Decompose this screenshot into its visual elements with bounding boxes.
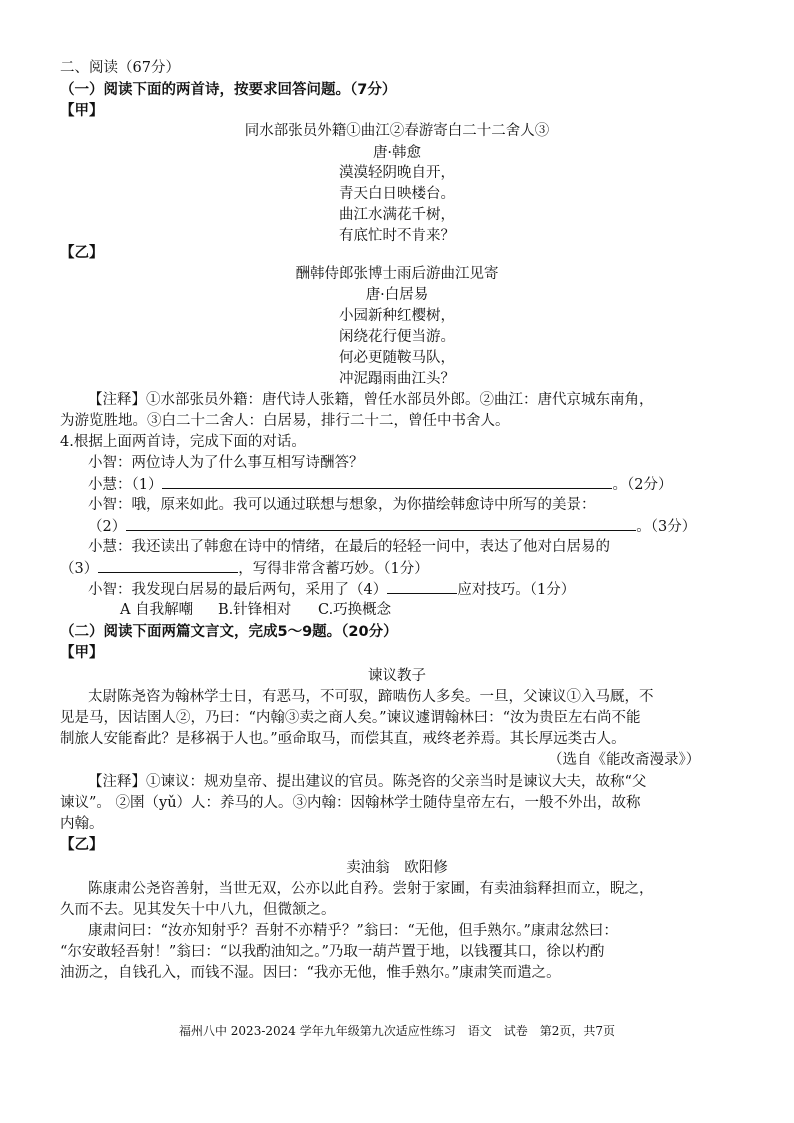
answer-1-blank[interactable] <box>162 474 612 489</box>
part1-yi-label: 【乙】 <box>60 245 104 261</box>
part2-jia-label: 【甲】 <box>60 645 104 661</box>
dialogue-answer-4 <box>88 579 575 600</box>
poem-notes-line: 【注释】①水部张员外籍：唐代诗人张籍，曾任水部员外郎。②曲江：唐代京城东南角， <box>88 392 654 408</box>
option-c: C.巧换概念 <box>318 602 392 618</box>
dialogue-line: 小智：两位诗人为了什么事互相写诗酬答？ <box>88 455 364 471</box>
answer-4-blank[interactable] <box>387 579 457 594</box>
poem2-author: 唐·白居易 <box>365 287 429 303</box>
answer-2-suffix: 。（3分） <box>636 519 697 535</box>
answer-3-suffix: ，写得非常含蓄巧妙。（1分） <box>238 561 429 577</box>
dialogue-line: 小智：哦，原来如此。我可以通过联想与想象，为你描绘韩愈诗中所写的美景： <box>88 497 596 513</box>
section-title: 二、阅读（67分） <box>60 60 180 76</box>
answer-4-prefix: 小智：我发现白居易的最后两句，采用了（4） <box>88 582 388 598</box>
part2-yi-label: 【乙】 <box>60 837 104 853</box>
option-b: B.针锋相对 <box>218 602 292 618</box>
poem1-title: 同水部张员外籍①曲江②春游寄白二十二舍人③ <box>244 123 550 139</box>
part1-heading: （一）阅读下面的两首诗，按要求回答问题。（7分） <box>60 82 397 98</box>
text1-notes-line: 内翰。 <box>60 816 104 832</box>
text2-line: 油沥之，自钱孔入，而钱不湿。因曰：“我亦无他，惟手熟尔。”康肃笑而遣之。 <box>60 965 561 981</box>
poem2-line: 闲绕花行便当游。 <box>339 329 455 345</box>
question-4-stem: 4.根据上面两首诗，完成下面的对话。 <box>60 434 306 450</box>
text1-line: 太尉陈尧咨为翰林学士日，有恶马，不可驭，蹄啮伤人多矣。一旦，父谏议①入马厩，不 <box>88 689 654 705</box>
text1-line: 见是马，因诘圉人②，乃曰：“内翰③卖之商人矣。”谏议遽谓翰林曰：“汝为贵臣左右尚不能 <box>60 710 641 726</box>
page-footer: 福州八中 2023-2024 学年九年级第九次适应性练习 语文 试卷 第2页，共7页 <box>178 1024 616 1038</box>
poem1-author: 唐·韩愈 <box>372 145 422 161</box>
answer-3-blank[interactable] <box>98 558 238 573</box>
poem1-line: 曲江水满花千树， <box>339 207 455 223</box>
poem2-line: 小园新种红樱树， <box>339 308 455 324</box>
answer-1-suffix: 。（2分） <box>612 477 673 493</box>
answer-3-prefix: （3） <box>60 561 99 577</box>
answer-2-prefix: （2） <box>88 519 127 535</box>
text2-line: “尔安敢轻吾射！”翁曰：“以我酌油知之。”乃取一葫芦置于地，以钱覆其口，徐以杓酌 <box>60 944 605 960</box>
text2-line: 陈康肃公尧咨善射，当世无双，公亦以此自矜。尝射于家圃，有卖油翁释担而立，睨之， <box>88 881 654 897</box>
poem-notes-line: 为游览胜地。③白二十二舍人：白居易，排行二十二，曾任中书舍人。 <box>60 413 510 429</box>
poem1-line: 漠漠轻阴晚自开， <box>339 165 455 181</box>
dialogue-answer-2 <box>88 516 696 537</box>
answer-1-prefix: 小慧：（1） <box>88 477 163 493</box>
text2-title: 卖油翁 欧阳修 <box>346 860 448 876</box>
answer-4-suffix: 应对技巧。（1分） <box>457 582 576 598</box>
text1-notes-line: 【注释】①谏议：规劝皇帝、提出建议的官员。陈尧咨的父亲当时是谏议大夫，故称“父 <box>88 774 647 790</box>
poem2-line: 冲泥蹋雨曲江头？ <box>339 371 455 387</box>
part1-jia-label: 【甲】 <box>60 103 104 119</box>
poem1-line: 有底忙时不肯来？ <box>339 228 455 244</box>
text1-notes-line: 谏议”。 ②圉（yǔ）人：养马的人。③内翰：因翰林学士随侍皇帝左右，一般不外出，故称 <box>60 795 641 811</box>
poem1-line: 青天白日映楼台。 <box>339 186 455 202</box>
text1-line: 制旅人安能畜此？是移祸于人也。”亟命取马，而偿其直，戒终老养焉。其长厚远类古人。 <box>60 731 626 747</box>
poem2-title: 酬韩侍郎张博士雨后游曲江见寄 <box>295 266 499 282</box>
text1-title: 谏议教子 <box>368 668 426 684</box>
text2-line: 康肃问曰：“汝亦知射乎？吾射不亦精乎？”翁曰：“无他，但手熟尔。”康肃忿然曰： <box>88 923 618 939</box>
answer-2-blank[interactable] <box>126 516 636 531</box>
dialogue-answer-1 <box>88 474 672 495</box>
dialogue-line: 小慧：我还读出了韩愈在诗中的情绪，在最后的轻轻一问中，表达了他对白居易的 <box>88 539 610 555</box>
poem2-line: 何必更随鞍马队， <box>339 350 455 366</box>
text2-line: 久而不去。见其发矢十中八九，但微颔之。 <box>60 902 336 918</box>
text1-source: （选自《能改斋漫录》） <box>548 752 701 768</box>
part2-heading: （二）阅读下面两篇文言文，完成5～9题。（20分） <box>60 624 398 640</box>
dialogue-answer-3 <box>60 558 429 579</box>
option-a: A 自我解嘲 <box>120 602 194 618</box>
